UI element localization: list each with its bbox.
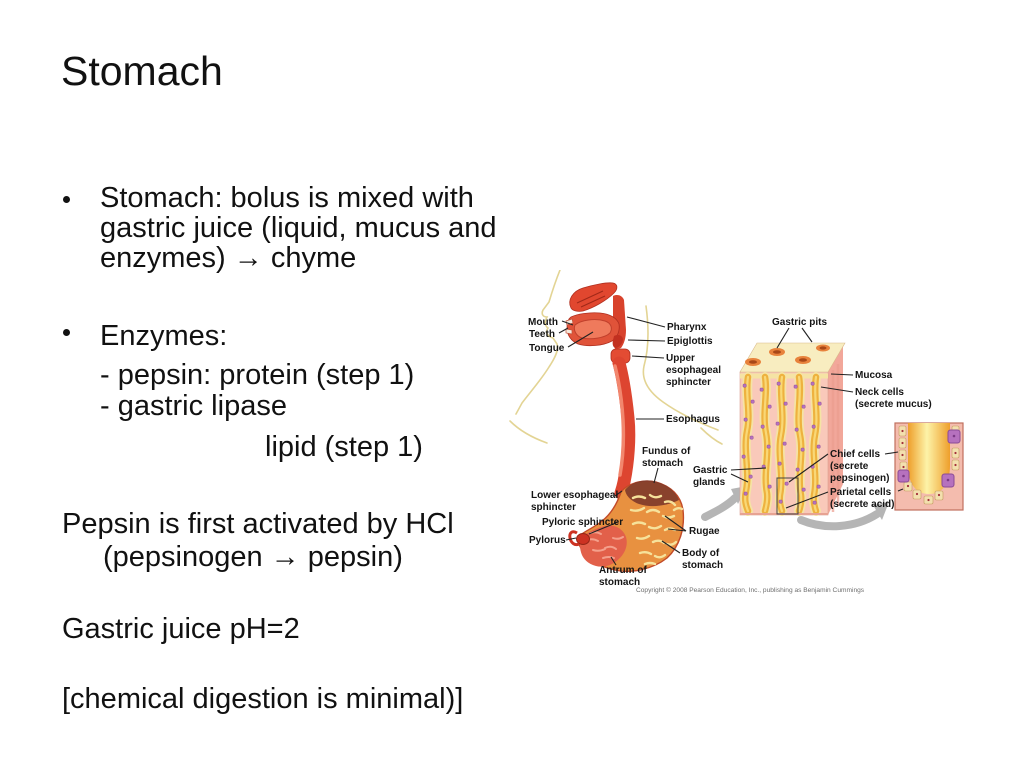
svg-text:esophageal: esophageal [666, 365, 722, 376]
label-neck-cells: Neck cells [855, 387, 904, 398]
label-gastric-pits: Gastric pits [772, 317, 828, 328]
label-body-of-stomach: Body of [682, 548, 720, 559]
pylorus-knob [577, 534, 590, 545]
svg-text:stomach: stomach [642, 458, 684, 469]
bullet-marker [63, 329, 70, 336]
tongue-shape [574, 320, 611, 339]
svg-text:sphincter: sphincter [666, 377, 712, 388]
svg-text:pepsinogen): pepsinogen) [830, 473, 890, 484]
label-tongue: Tongue [529, 343, 565, 354]
svg-text:(secrete: (secrete [830, 461, 869, 472]
bullet2-sub3: lipid (step 1) [265, 431, 423, 463]
stomach-anatomy-figure [505, 270, 975, 605]
label-pyloric-sphincter: Pyloric sphincter [542, 517, 624, 528]
label-antrum: Antrum of [599, 565, 647, 576]
label-esophagus: Esophagus [666, 414, 720, 425]
svg-text:glands: glands [693, 477, 726, 488]
page-title: Stomach [61, 48, 223, 94]
label-pylorus: Pylorus [529, 535, 566, 546]
para2-line: Gastric juice pH=2 [62, 613, 300, 645]
label-epiglottis: Epiglottis [667, 336, 713, 347]
para1-line1: Pepsin is first activated by HCl [62, 508, 454, 540]
label-mouth: Mouth [528, 317, 558, 328]
label-les: Lower esophageal [531, 490, 619, 501]
arrow-stomach-to-block [705, 498, 735, 517]
para1-line2: (pepsinogen → pepsin) [103, 541, 403, 573]
label-fundus: Fundus of [642, 446, 691, 457]
label-pharynx: Pharynx [667, 322, 707, 333]
bullet1-line2: gastric juice (liquid, mucus and [100, 212, 497, 244]
label-gastric-glands: Gastric [693, 465, 728, 476]
svg-text:(secrete acid): (secrete acid) [830, 499, 895, 510]
bullet2-sub2: - gastric lipase [100, 390, 287, 422]
label-rugae: Rugae [689, 526, 720, 537]
label-teeth: Teeth [529, 329, 555, 340]
svg-text:stomach: stomach [682, 560, 724, 571]
bullet2-heading: Enzymes: [100, 320, 228, 352]
para3-line: [chemical digestion is minimal)] [62, 683, 464, 715]
svg-text:(secrete mucus): (secrete mucus) [855, 399, 932, 410]
svg-text:sphincter: sphincter [531, 502, 577, 513]
copyright-notice: Copyright © 2008 Pearson Education, Inc., publishing as Benjamin Cummings [636, 587, 865, 594]
svg-text:stomach: stomach [599, 577, 641, 588]
label-parietal-cells: Parietal cells [830, 487, 892, 498]
nasal-cavity [570, 283, 617, 312]
bullet1-line3: enzymes) → chyme [100, 242, 357, 274]
gland-inset [895, 423, 963, 510]
label-ues: Upper [666, 353, 695, 364]
arrow-block-to-inset [801, 514, 877, 526]
bullet2-sub1: - pepsin: protein (step 1) [100, 359, 415, 391]
upper-digestive-tract [566, 283, 630, 493]
label-mucosa: Mucosa [855, 370, 893, 381]
bullet-marker [63, 196, 70, 203]
label-chief-cells: Chief cells [830, 449, 881, 460]
bullet1-line1: Stomach: bolus is mixed with [100, 182, 474, 214]
